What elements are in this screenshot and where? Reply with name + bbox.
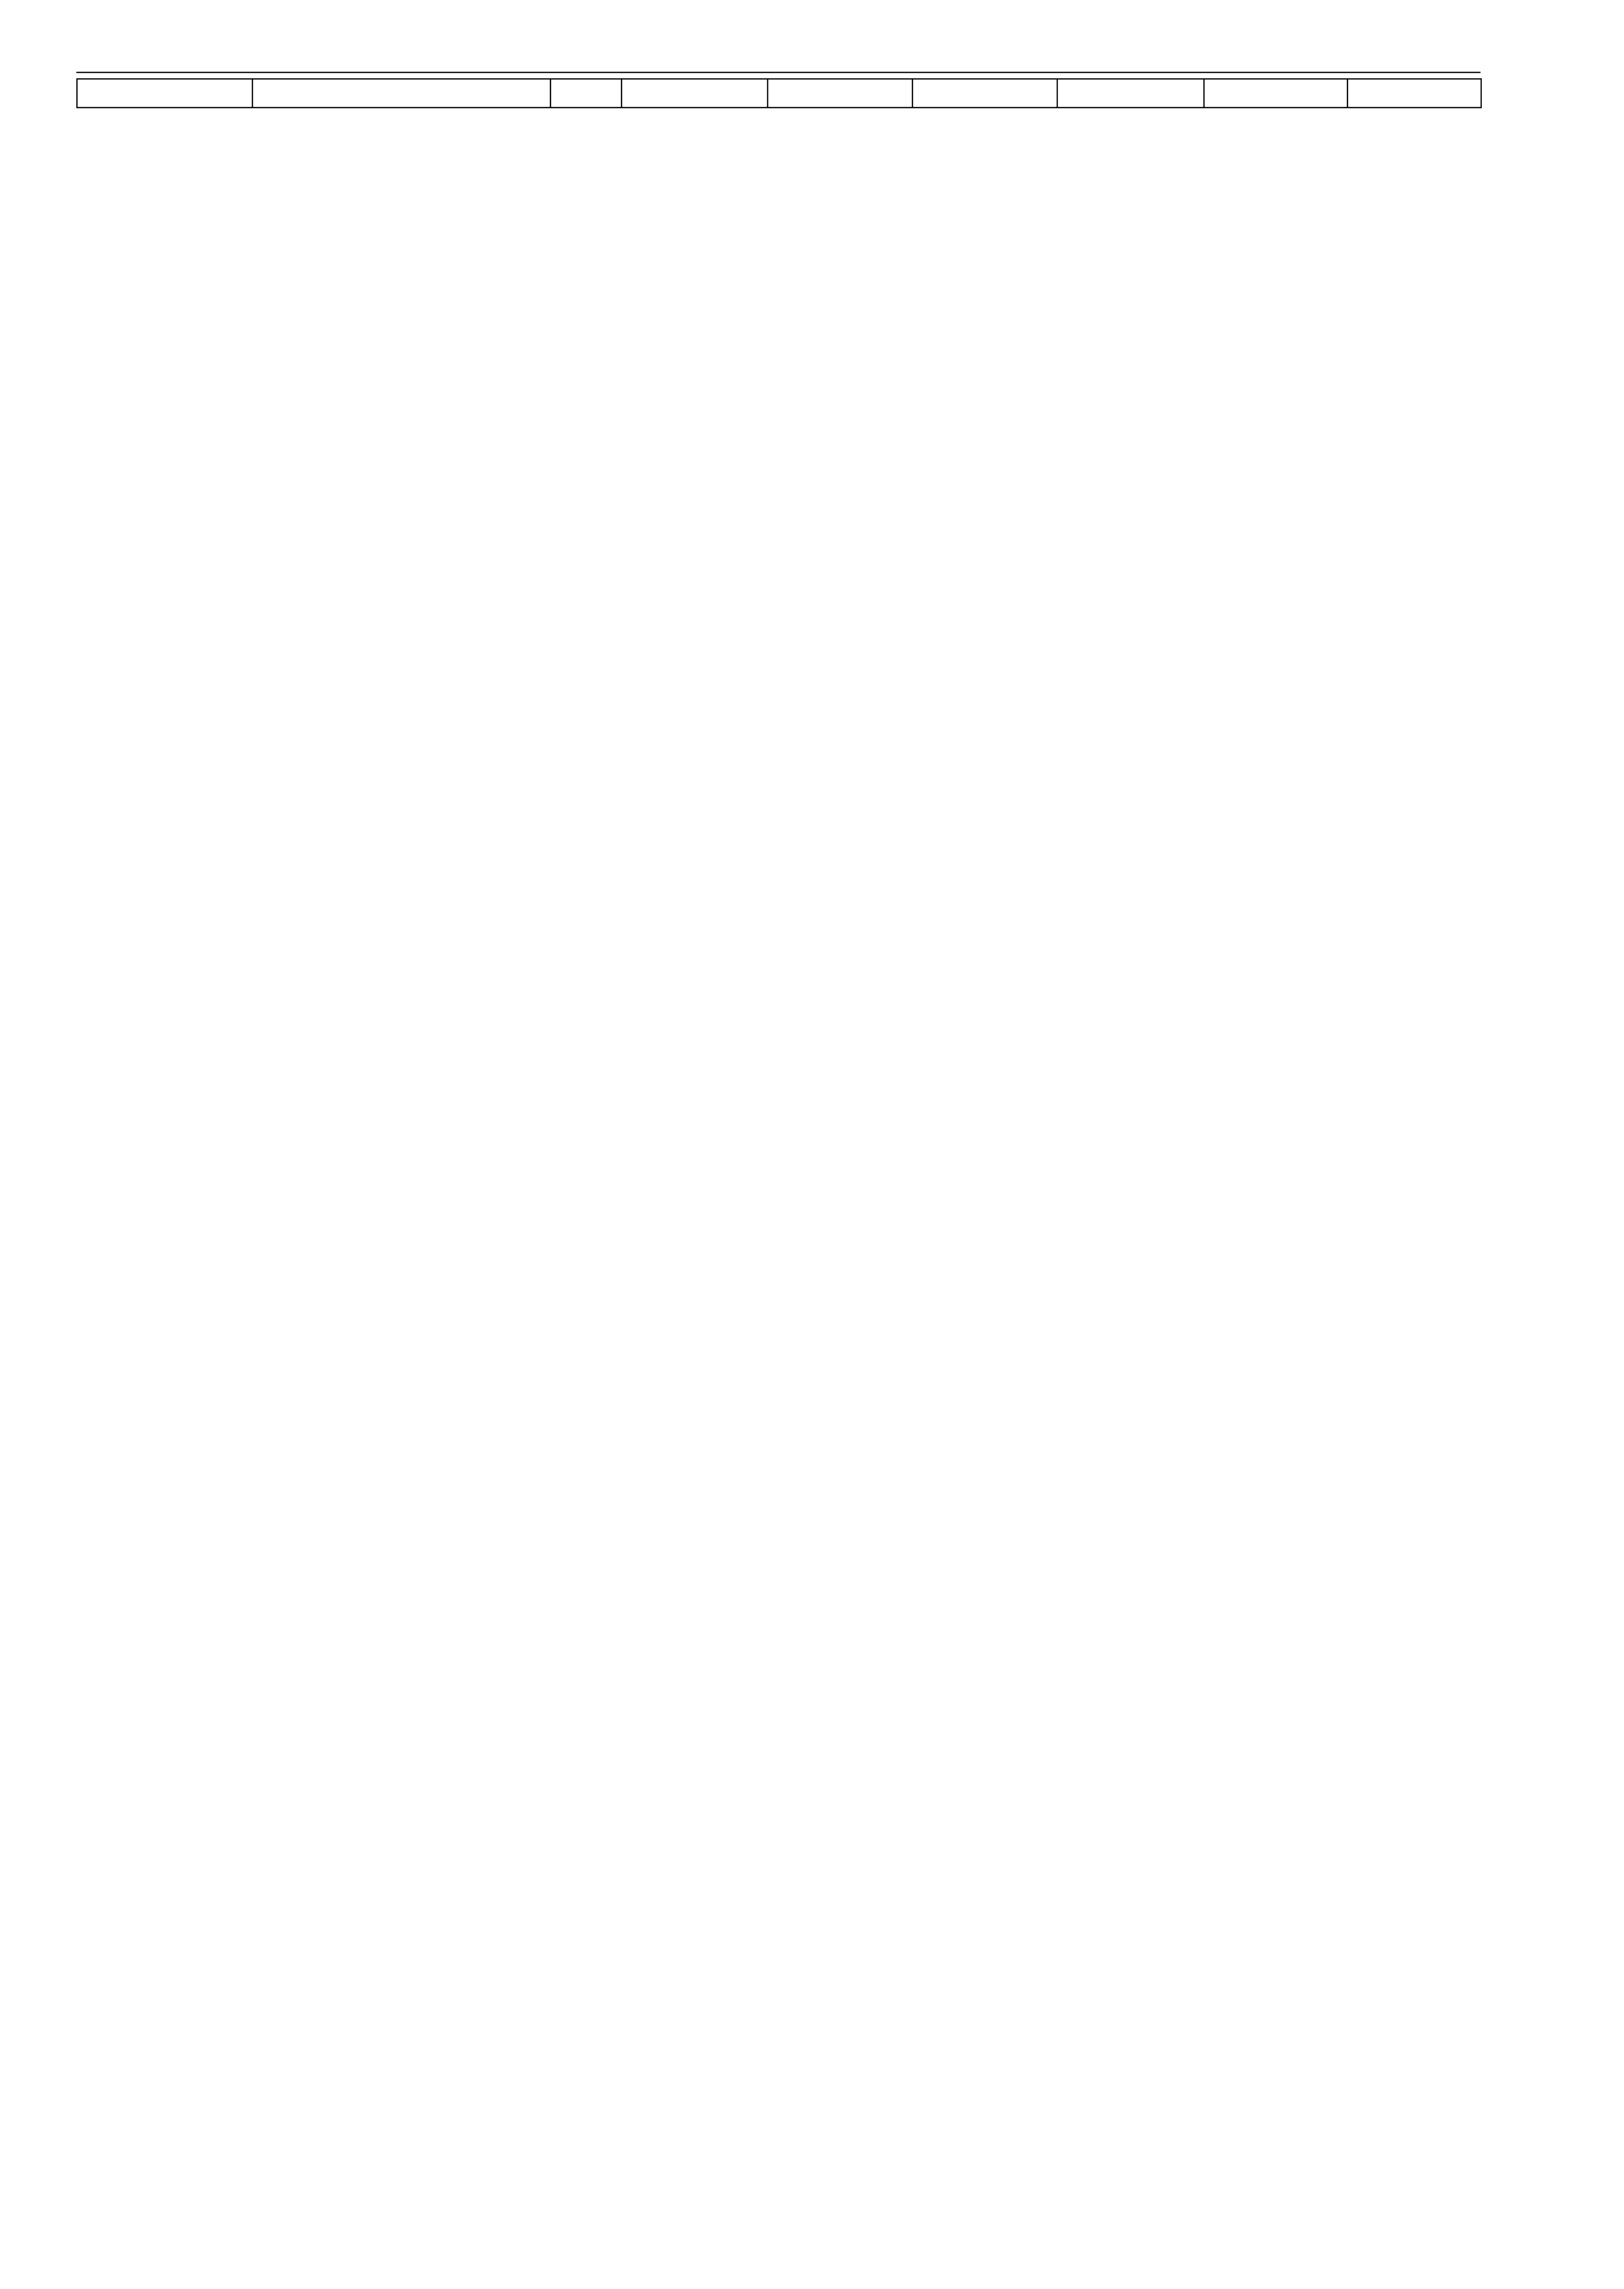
column-number — [1057, 79, 1203, 108]
column-number — [912, 79, 1057, 108]
price-table — [76, 78, 1482, 108]
column-number-row — [77, 79, 1481, 108]
header-rule — [76, 72, 1481, 73]
column-number — [1347, 79, 1481, 108]
column-number — [550, 79, 622, 108]
column-number — [77, 79, 252, 108]
column-number — [252, 79, 550, 108]
column-number — [622, 79, 768, 108]
column-number — [1204, 79, 1347, 108]
column-number — [768, 79, 912, 108]
